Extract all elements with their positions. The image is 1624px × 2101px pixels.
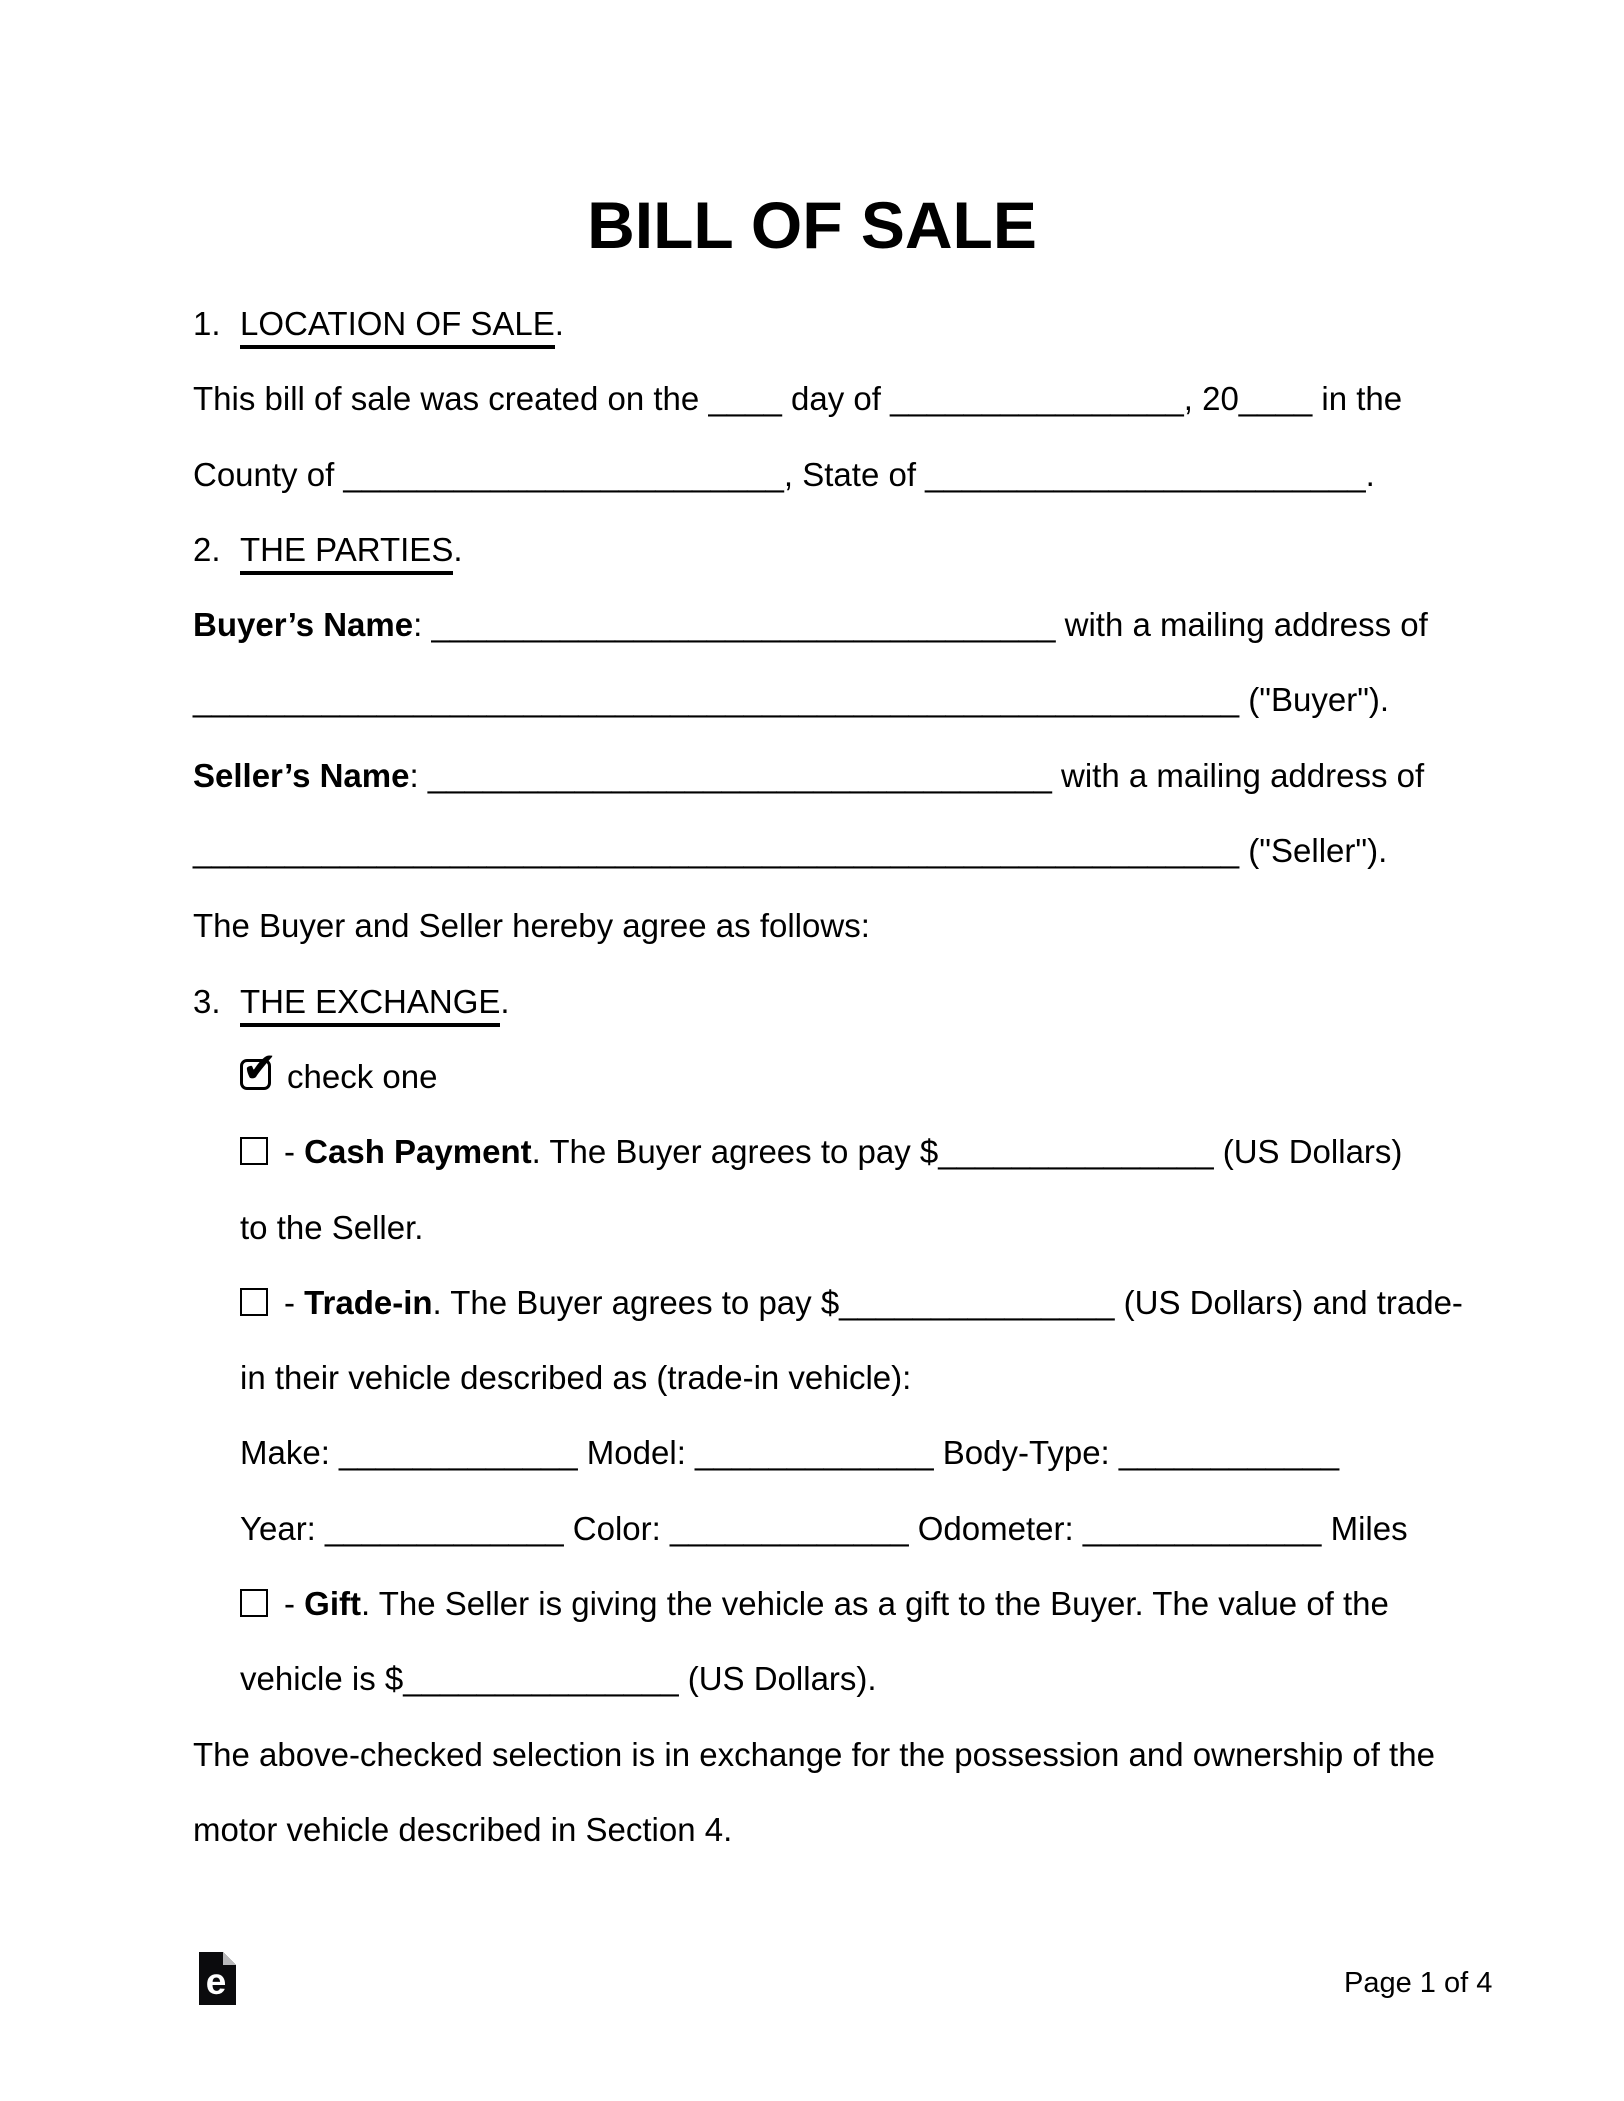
blank-field[interactable]: _________________________________________________________ — [193, 681, 1240, 719]
eforms-logo-icon — [199, 1952, 236, 2005]
text-segment: . — [554, 305, 564, 342]
document-line — [193, 662, 1624, 737]
text-segment: Model: — [577, 1434, 696, 1472]
section-heading-line — [193, 512, 1624, 587]
blank-field[interactable]: ____ — [1238, 380, 1313, 418]
text-segment: County of — [193, 455, 344, 493]
page-number: Page 1 of 4 — [1344, 1967, 1493, 1999]
text-segment: Buyer’s Name — [193, 606, 414, 644]
text-segment: : — [413, 606, 432, 644]
document-line — [193, 361, 1624, 436]
text-segment: Body-Type: — [933, 1434, 1119, 1472]
blank-field[interactable]: __________________________________ — [431, 606, 1056, 644]
text-segment: Make: — [240, 1434, 340, 1472]
text-segment: : — [409, 756, 428, 794]
text-segment: Year: — [240, 1509, 326, 1547]
section-heading-line — [193, 964, 1624, 1039]
blank-field[interactable]: _______________ — [403, 1660, 679, 1698]
section-heading: LOCATION OF SALE — [240, 305, 555, 349]
logo-letter: e — [205, 1961, 227, 2002]
text-segment: - — [284, 1283, 305, 1321]
text-segment: vehicle is $ — [240, 1660, 404, 1698]
blank-field[interactable]: _______________ — [839, 1283, 1115, 1321]
document-line — [193, 1415, 1624, 1490]
text-segment: Cash Payment — [304, 1133, 532, 1171]
text-segment: This bill of sale was created on the — [193, 380, 709, 418]
text-segment: Odometer: — [908, 1509, 1083, 1547]
text-segment: . The Buyer agrees to pay $ — [531, 1133, 939, 1171]
text-segment: check one — [287, 1057, 438, 1095]
text-segment: , State of — [783, 455, 926, 493]
blank-field[interactable]: ________________________ — [925, 455, 1366, 493]
text-segment: Trade-in — [304, 1283, 433, 1321]
text-segment: motor vehicle described in Section 4. — [193, 1810, 733, 1848]
checkbox-unchecked[interactable] — [240, 1589, 268, 1617]
blank-field[interactable]: _____________ — [339, 1434, 578, 1472]
document-line — [193, 1190, 1624, 1265]
text-segment: with a mailing address of — [1051, 756, 1425, 794]
text-segment: Color: — [563, 1509, 670, 1547]
text-segment: . The Buyer agrees to pay $ — [432, 1283, 840, 1321]
text-segment: Seller’s Name — [193, 756, 410, 794]
blank-field[interactable]: _____________ — [669, 1509, 909, 1547]
text-segment: ("Seller"). — [1239, 832, 1388, 870]
blank-field[interactable]: ____________ — [1118, 1434, 1340, 1472]
text-segment: in their vehicle described as (trade-in vehicle): — [240, 1359, 912, 1397]
blank-field[interactable]: ________________________ — [343, 455, 784, 493]
blank-field[interactable]: __________________________________ — [427, 756, 1052, 794]
document-body — [193, 286, 1624, 1867]
document-line — [193, 888, 1624, 963]
section-heading-line — [193, 286, 1624, 361]
blank-field[interactable]: _______________ — [938, 1133, 1214, 1171]
section-number: 2. — [193, 530, 221, 568]
text-segment: (US Dollars) — [1213, 1133, 1403, 1171]
text-segment: with a mailing address of — [1055, 606, 1428, 644]
page-title: BILL OF SALE — [587, 188, 1037, 262]
blank-field[interactable]: _____________ — [325, 1509, 564, 1547]
blank-field[interactable]: _________________________________________________________ — [193, 832, 1240, 870]
document-line — [193, 1039, 1624, 1114]
text-segment: The Buyer and Seller hereby agree as follows: — [193, 907, 870, 945]
document-line — [193, 1340, 1624, 1415]
text-segment: (US Dollars) and trade- — [1114, 1283, 1463, 1321]
section-number: 3. — [193, 982, 221, 1020]
text-segment: ("Buyer"). — [1239, 681, 1390, 719]
text-segment: . — [1365, 455, 1375, 493]
document-line — [193, 1641, 1624, 1716]
text-segment: , 20 — [1183, 380, 1239, 418]
section-number: 1. — [193, 305, 221, 342]
text-segment: (US Dollars). — [678, 1660, 877, 1698]
text-segment: . — [453, 530, 463, 568]
section-heading: THE EXCHANGE — [240, 983, 500, 1027]
text-segment: day of — [781, 380, 891, 418]
document-line — [193, 437, 1624, 512]
text-segment: Miles — [1321, 1509, 1408, 1547]
text-segment: - — [284, 1585, 305, 1623]
checkbox-unchecked[interactable] — [240, 1288, 268, 1316]
document-line — [193, 1265, 1624, 1340]
document-line — [193, 813, 1624, 888]
document-line — [193, 587, 1624, 662]
text-segment: - — [284, 1133, 305, 1171]
text-segment: in the — [1312, 380, 1403, 418]
text-segment: Gift — [304, 1585, 361, 1623]
text-segment: . — [500, 982, 510, 1020]
document-line — [193, 1717, 1624, 1792]
checkbox-checked[interactable] — [240, 1042, 278, 1092]
check-icon: ✔ — [242, 1042, 278, 1092]
blank-field[interactable]: _____________ — [1082, 1509, 1322, 1547]
blank-field[interactable]: ________________ — [890, 380, 1184, 418]
text-segment: . The Seller is giving the vehicle as a gift to the Buyer. The value of the — [361, 1585, 1389, 1623]
section-heading: THE PARTIES — [240, 531, 453, 575]
text-segment: The above-checked selection is in exchange for the possession and ownership of the — [193, 1735, 1435, 1773]
document-line — [193, 1491, 1624, 1566]
document-line — [193, 1566, 1624, 1641]
blank-field[interactable]: ____ — [708, 380, 782, 418]
checkbox-unchecked[interactable] — [240, 1137, 268, 1165]
text-segment: to the Seller. — [240, 1208, 424, 1246]
document-line — [193, 738, 1624, 813]
document-line — [193, 1114, 1624, 1189]
blank-field[interactable]: _____________ — [695, 1434, 934, 1472]
document-line — [193, 1792, 1624, 1867]
